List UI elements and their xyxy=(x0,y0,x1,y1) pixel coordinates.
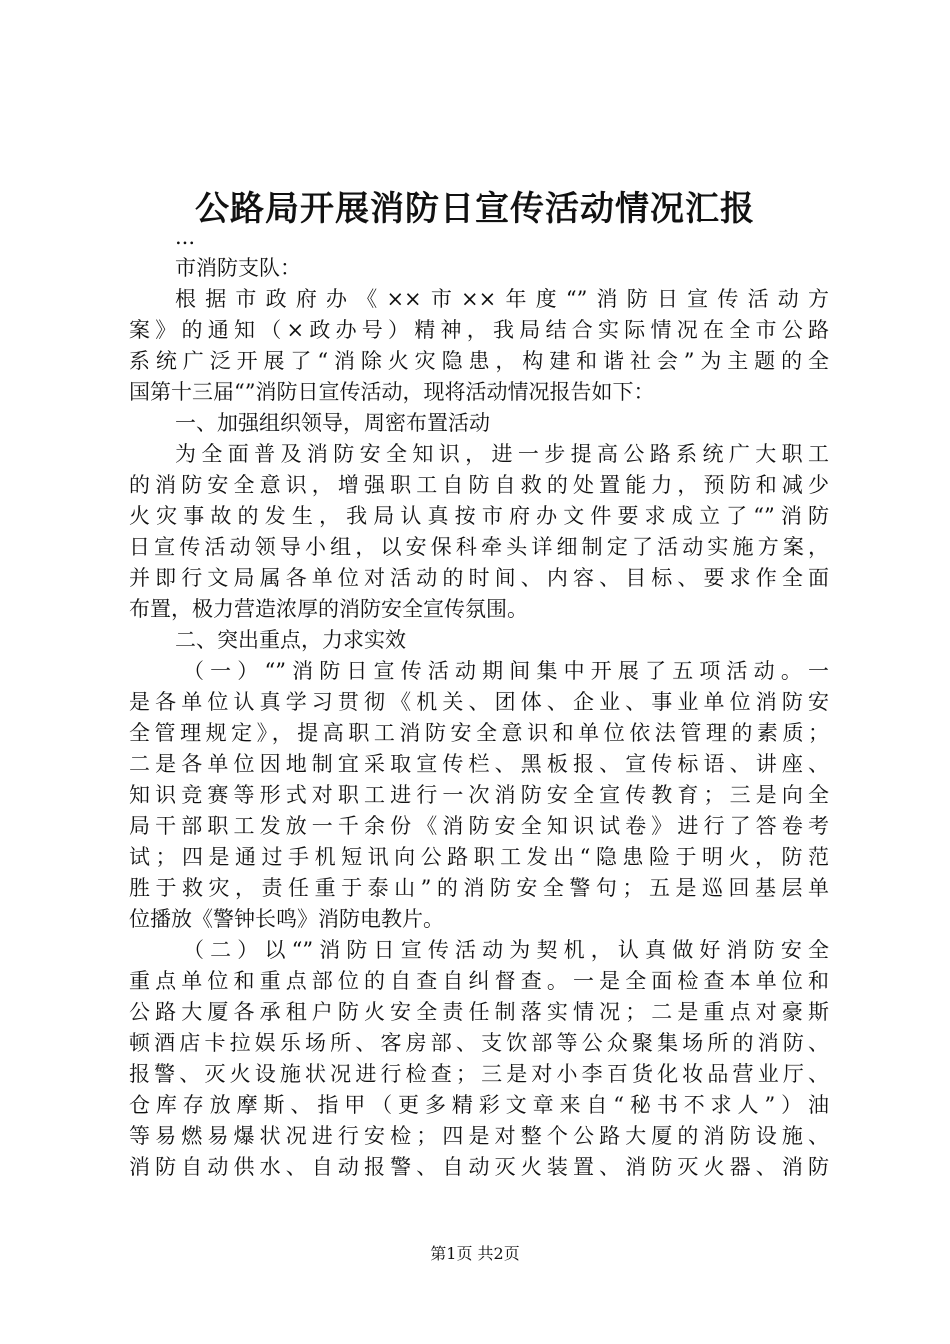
ellipsis-line: ... xyxy=(175,225,196,249)
paragraph-line: 的消防安全意识，增强职工自防自救的处置能力，预防和减少 xyxy=(129,473,829,497)
paragraph-line: 国第十三届“”消防日宣传活动，现将活动情况报告如下： xyxy=(129,380,655,404)
paragraph-line: 布置，极力营造浓厚的消防安全宣传氛围。 xyxy=(129,597,528,621)
paragraph-line: 案》的通知（×政办号）精神，我局结合实际情况在全市公路 xyxy=(129,318,829,342)
paragraph-line: 等易燃易爆状况进行安检；四是对整个公路大厦的消防设施、 xyxy=(129,1124,829,1148)
paragraph-line: 胜于救灾，责任重于泰山”的消防安全警句；五是巡回基层单 xyxy=(129,876,829,900)
paragraph-line: 并即行文局属各单位对活动的时间、内容、目标、要求作全面 xyxy=(129,566,829,590)
paragraph-line: 日宣传活动领导小组，以安保科牵头详细制定了活动实施方案， xyxy=(129,535,829,559)
paragraph-line: 系统广泛开展了“消除火灾隐患，构建和谐社会”为主题的全 xyxy=(129,349,829,373)
salutation: 市消防支队： xyxy=(175,256,301,280)
paragraph-line: 二是各单位因地制宜采取宣传栏、黑板报、宣传标语、讲座、 xyxy=(129,752,829,776)
paragraph-line: 位播放《警钟长鸣》消防电教片。 xyxy=(129,907,444,931)
paragraph-line: 知识竞赛等形式对职工进行一次消防安全宣传教育；三是向全 xyxy=(129,783,829,807)
paragraph-line: 重点单位和重点部位的自查自纠督查。一是全面检查本单位和 xyxy=(129,969,829,993)
document-title: 公路局开展消防日宣传活动情况汇报 xyxy=(195,189,755,229)
page-footer: 第1页 共2页 xyxy=(430,1244,520,1263)
paragraph-line: 仓库存放摩斯、指甲（更多精彩文章来自“秘书不求人”）油 xyxy=(129,1093,829,1117)
document-body xyxy=(129,222,829,1183)
paragraph-line: 试；四是通过手机短讯向公路职工发出“隐患险于明火，防范 xyxy=(129,845,829,869)
paragraph-line: 是各单位认真学习贯彻《机关、团体、企业、事业单位消防安 xyxy=(129,690,829,714)
paragraph-line: 局干部职工发放一千余份《消防安全知识试卷》进行了答卷考 xyxy=(129,814,829,838)
section-heading: 二、突出重点，力求实效 xyxy=(175,628,406,652)
paragraph-line: （一）“”消防日宣传活动期间集中开展了五项活动。一 xyxy=(183,659,829,683)
paragraph-line: 根据市政府办《××市××年度“”消防日宣传活动方 xyxy=(175,287,829,311)
paragraph-line: 消防自动供水、自动报警、自动灭火装置、消防灭火器、消防 xyxy=(129,1155,829,1179)
paragraph-line: 报警、灭火设施状况进行检查；三是对小李百货化妆品营业厅、 xyxy=(129,1062,829,1086)
paragraph-line: 火灾事故的发生，我局认真按市府办文件要求成立了“”消防 xyxy=(129,504,829,528)
paragraph-line: 公路大厦各承租户防火安全责任制落实情况；二是重点对豪斯 xyxy=(129,1000,829,1024)
paragraph-line: 为全面普及消防安全知识，进一步提高公路系统广大职工 xyxy=(175,442,829,466)
section-heading: 一、加强组织领导，周密布置活动 xyxy=(175,411,490,435)
paragraph-line: 全管理规定》，提高职工消防安全意识和单位依法管理的素质； xyxy=(129,721,829,745)
paragraph-line: 顿酒店卡拉娱乐场所、客房部、支饮部等公众聚集场所的消防、 xyxy=(129,1031,829,1055)
paragraph-line: （二）以“”消防日宣传活动为契机，认真做好消防安全 xyxy=(183,938,829,962)
